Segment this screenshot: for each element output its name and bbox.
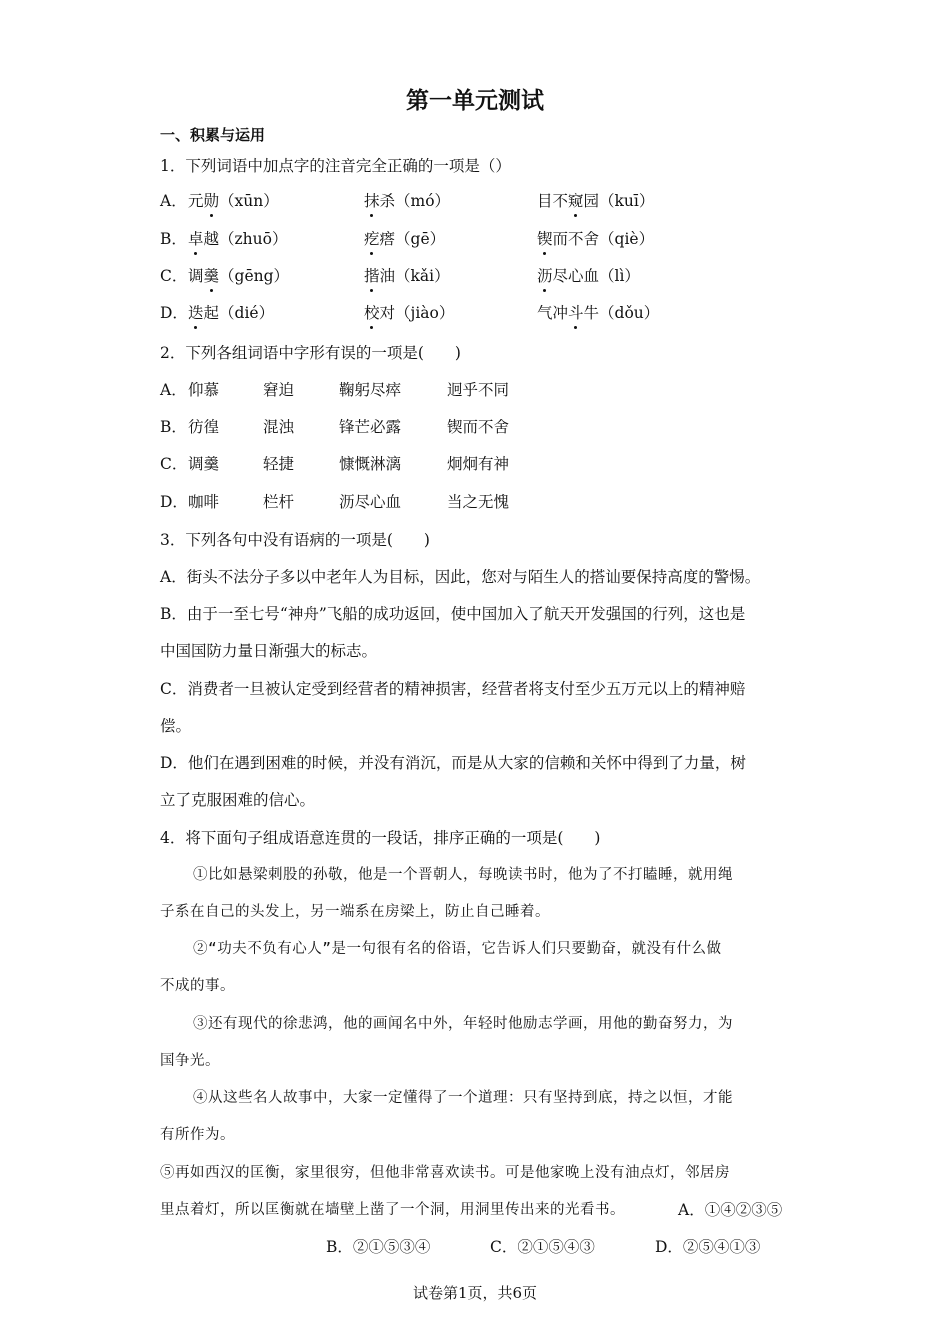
question-1-option-item [364,302,454,324]
question-2-word: 迥乎不同 [447,381,510,399]
question-4-option-d: D．②⑤④①③ [655,1238,761,1256]
question-2-word: 栏杆 [263,493,295,511]
question-4-option-c: C．②①⑤④③ [490,1238,595,1256]
question-3-option-d-line1: D．他们在遇到困难的时候，并没有消沉，而是从大家的信赖和关怀中得到了力量，树 [160,754,746,772]
item-text-after: （gēng） [219,267,290,285]
question-1-option-item [537,228,654,250]
question-2-option-label: B． [160,418,187,436]
question-3-option-b-line1: B．由于一至七号“神舟”飞船的成功返回，使中国加入了航天开发强国的行列，这也是 [160,605,746,623]
question-1-option-item [364,190,450,212]
question-1-option-label: D． [160,304,188,322]
page-title: 第一单元测试 [406,88,544,114]
item-text-before: 气冲 [537,304,569,322]
question-2-word: 调羹 [188,455,220,473]
question-1-option-item [188,302,274,324]
question-2-word: 炯炯有神 [447,455,510,473]
sentence-5-line1: ⑤再如西汉的匡衡，家里很穷，但他非常喜欢读书。可是他家晚上没有油点灯，邻居房 [160,1165,730,1181]
emphasized-character: 抹 [364,192,380,210]
item-text-before: 元 [188,192,204,210]
question-1-option-label: C． [160,267,188,285]
sentence-1-line1: ①比如悬梁刺股的孙敬，他是一个晋朝人，每晚读书时，他为了不打瞌睡，就用绳 [193,867,733,883]
question-2-stem: 2．下列各组词语中字形有误的一项是( ) [160,344,461,362]
question-1-option-label: B． [160,230,187,248]
question-2-option-label: A． [160,381,187,399]
question-4-option-a: A．①④②③⑤ [678,1201,783,1219]
question-1-stem: 1．下列词语中加点字的注音完全正确的一项是（） [160,157,511,175]
item-text-before: 调 [188,267,204,285]
question-2-word: 窘迫 [263,381,295,399]
question-2-word: 轻捷 [263,455,295,473]
question-2-word: 锲而不舍 [447,418,510,436]
page-footer: 试卷第1页，共6页 [412,1284,538,1302]
question-2-word: 慷慨淋漓 [339,455,402,473]
question-2-word: 仰慕 [188,381,220,399]
question-2-word: 锋芒必露 [339,418,402,436]
emphasized-character: 锲 [537,230,553,248]
emphasized-character: 疙 [364,230,380,248]
item-text-after: 杀（mó） [379,192,451,210]
item-text-after: 园（kuī） [583,192,655,210]
sentence-3-line1: ③还有现代的徐悲鸿，他的画闻名中外，年轻时他励志学画，用他的勤奋努力，为 [193,1016,733,1032]
section-heading: 一、积累与运用 [160,126,266,144]
question-3-stem: 3．下列各句中没有语病的一项是( ) [160,531,430,549]
emphasized-character: 卓 [188,230,204,248]
question-3-option-d-line2: 立了克服困难的信心。 [160,791,316,809]
item-text-after: 油（kǎi） [379,267,450,285]
question-2-word: 咖啡 [188,493,220,511]
question-3-option-a: A．街头不法分子多以中老年人为目标，因此，您对与陌生人的搭讪要保持高度的警惕。 [160,568,761,586]
question-2-word: 鞠躬尽瘁 [339,381,402,399]
question-2-word: 当之无愧 [447,493,510,511]
question-4-stem: 4．将下面句子组成语意连贯的一段话，排序正确的一项是( ) [160,829,601,847]
question-2-word: 彷徨 [188,418,220,436]
sentence-1-line2: 子系在自己的头发上，另一端系在房梁上，防止自己睡着。 [160,904,550,920]
question-2-option-label: C． [160,455,188,473]
question-1-option-item [188,190,279,212]
item-text-after: 对（jiào） [379,304,455,322]
emphasized-character: 揩 [364,267,380,285]
emphasized-character: 窥 [568,192,584,210]
emphasized-character: 校 [364,304,380,322]
question-3-option-b-line2: 中国国防力量日渐强大的标志。 [160,642,378,660]
question-1-option-item [188,265,289,287]
sentence-3-line2: 国争光。 [160,1053,220,1069]
question-1-option-item [537,302,659,324]
question-1-option-label: A． [160,192,187,210]
item-text-after: 而不舍（qiè） [552,230,655,248]
question-1-option-item [188,228,287,250]
item-text-after: 起（dié） [203,304,275,322]
question-1-option-item [364,265,450,287]
sentence-2-line1: ②“功夫不负有心人”是一句很有名的俗语，它告诉人们只要勤奋，就没有什么做 [193,941,722,957]
question-1-option-item [364,228,445,250]
emphasized-character: 勋 [203,192,220,210]
emphasized-character: 斗 [568,304,584,322]
emphasized-character: 迭 [188,304,204,322]
question-3-option-c-line1: C．消费者一旦被认定受到经营者的精神损害，经营者将支付至少五万元以上的精神赔 [160,680,746,698]
question-1-option-item [537,190,654,212]
sentence-5-line2: 里点着灯，所以匡衡就在墙壁上凿了一个洞，用洞里传出来的光看书。 [160,1202,625,1218]
emphasized-character: 沥 [537,267,553,285]
sentence-4-line1: ④从这些名人故事中，大家一定懂得了一个道理：只有坚持到底，持之以恒，才能 [193,1090,733,1106]
item-text-after: 瘩（gē） [379,230,446,248]
sentence-2-line2: 不成的事。 [160,978,235,994]
emphasized-character: 羹 [203,267,220,285]
sentence-4-line2: 有所作为。 [160,1127,235,1143]
question-2-word: 沥尽心血 [339,493,402,511]
item-text-before: 目不 [537,192,569,210]
question-3-option-c-line2: 偿。 [160,717,192,735]
question-2-option-label: D． [160,493,188,511]
question-4-option-b: B．②①⑤③④ [326,1238,431,1256]
item-text-after: 尽心血（lì） [552,267,640,285]
item-text-after: 越（zhuō） [203,230,288,248]
question-1-option-item [537,265,640,287]
item-text-after: （xūn） [219,192,279,210]
item-text-after: 牛（dǒu） [583,304,660,322]
question-2-word: 混浊 [263,418,295,436]
